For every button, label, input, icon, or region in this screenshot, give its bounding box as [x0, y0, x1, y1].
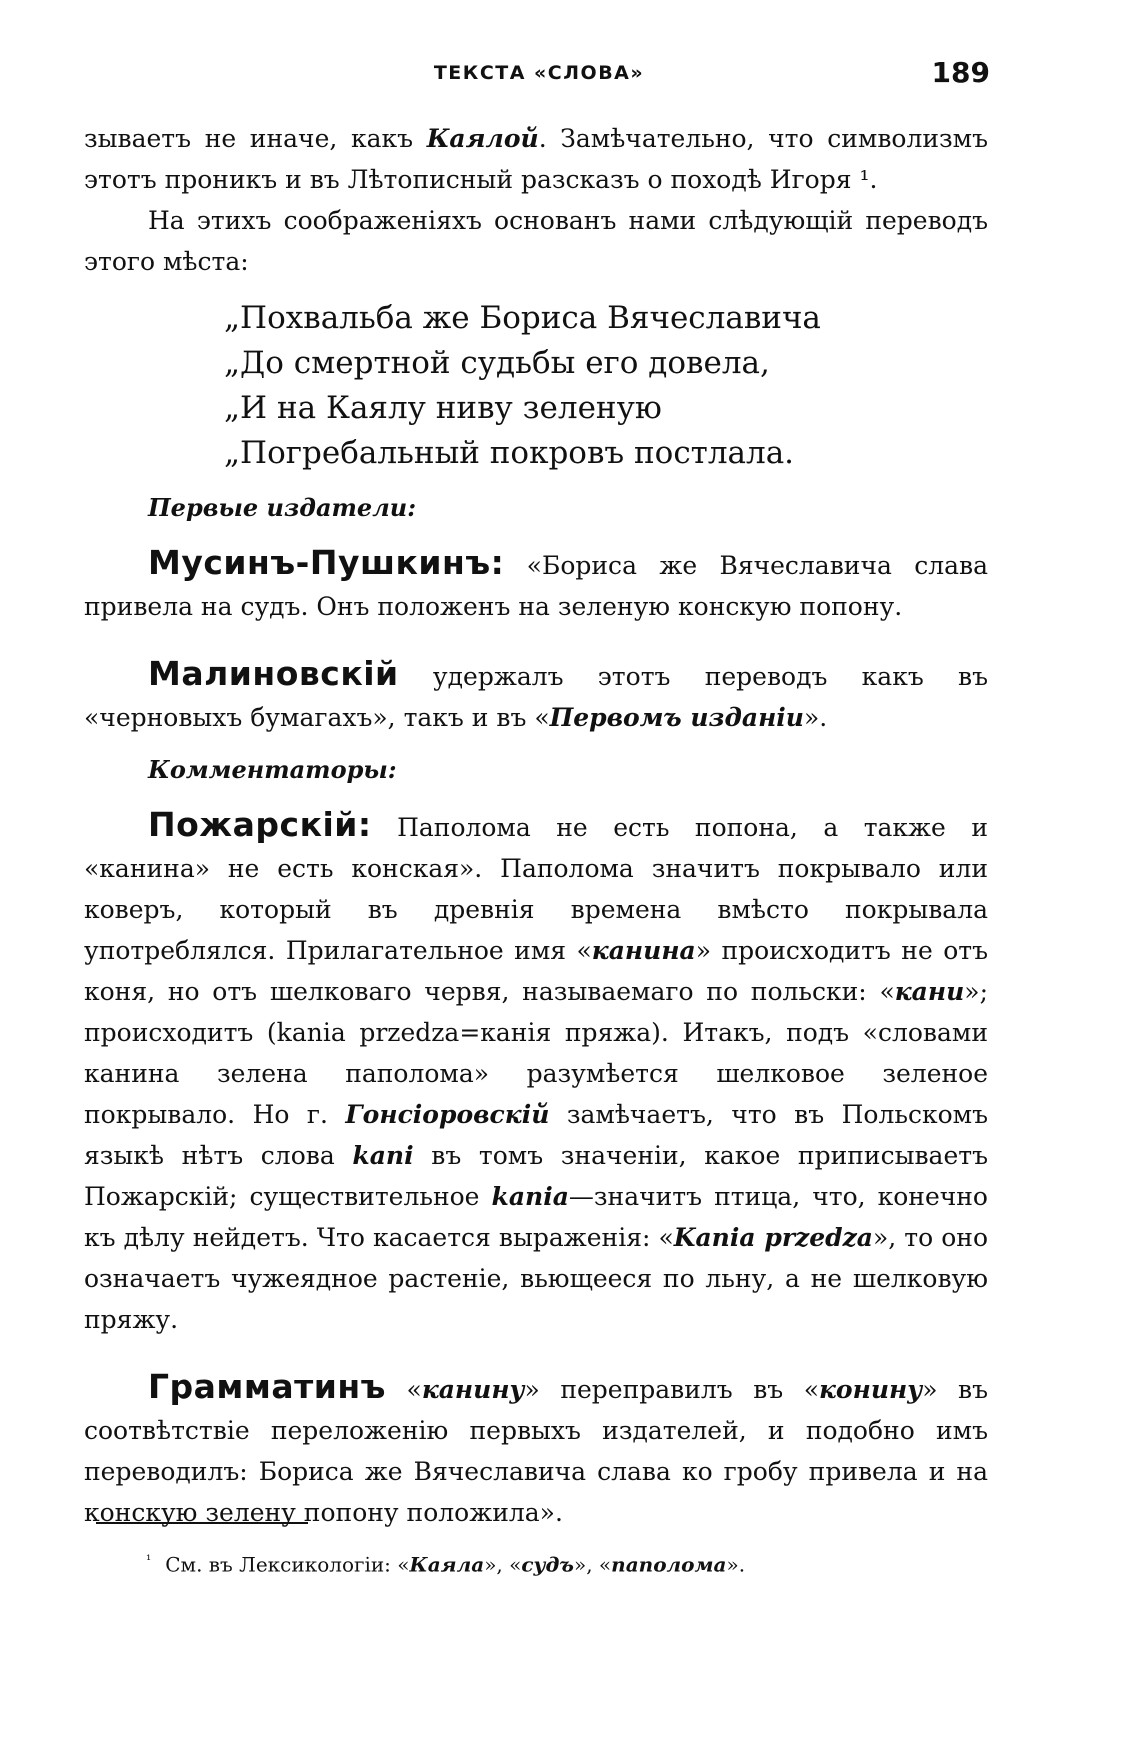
paragraph-translation-basis: На этихъ соображеніяхъ основанъ нами слѣдующій переводъ этого мѣста: — [84, 206, 988, 276]
verse-line: „Похвальба же Бориса Вячеславича — [224, 300, 821, 336]
page-body — [84, 118, 988, 1533]
page-header — [84, 56, 994, 96]
footnote-divider — [96, 1522, 308, 1524]
author-name: Мусинъ-Пушкинъ: — [148, 543, 505, 582]
section-first-editors: Первые издатели: — [148, 493, 417, 522]
section-commentators: Комментаторы: — [148, 755, 397, 784]
verse-translation — [224, 296, 988, 476]
page-number: 189 — [931, 56, 990, 89]
author-name: Пожарскій: — [148, 805, 372, 844]
paragraph-intro: зываетъ не иначе, какъ Каялой. Замѣчательно, что символизмъ этотъ проникъ и въ Лѣтописный разсказъ о походѣ Игоря ¹. — [84, 124, 988, 194]
entry-malinovsky: Малиновскій удержалъ этотъ переводъ какъ въ «черновыхъ бумагахъ», такъ и въ «Первомъ изданіи». — [84, 654, 988, 732]
running-title: ТЕКСТА «СЛОВА» — [433, 62, 645, 84]
entry-musin-pushkin: Мусинъ-Пушкинъ: «Бориса же Вячеславича слава привела на судъ. Онъ положенъ на зеленую конскую попону. — [84, 543, 988, 621]
author-name: Малиновскій — [148, 654, 399, 693]
italic-term: Первомъ изданіи — [549, 703, 804, 732]
footnote-marker: ¹ — [146, 1553, 152, 1568]
verse-line: „До смертной судьбы его довела, — [224, 345, 770, 381]
entry-grammatin: Грамматинъ «канину» переправилъ въ «конину» въ соотвѣтствіе переложенію первыхъ издателей, и подобно имъ переводилъ: Бориса же Вячеславича слава ко гробу привела и на конскую зелену попону положила». — [84, 1367, 989, 1527]
italic-term: Каялой — [426, 124, 539, 153]
footnote: $^{^1}$ См. въ Лексикологіи: «Каяла», «судъ», «паполома». — [146, 1552, 746, 1577]
verse-line: „И на Каялу ниву зеленую — [224, 390, 662, 426]
entry-pozharsky: Пожарскій: Паполома не есть попона, а также и «канина» не есть конская». Паполома значитъ покрывало или коверъ, который въ древнія времена вмѣсто покрывала употреблялся. Прилагательное имя «канина» происходитъ не отъ коня, но отъ шелковаго червя, называемаго по польски: «кани»; происходитъ (kania przedza=канія пряжа). Итакъ, подъ «словами канина зелена паполома» разумѣется шелковое зеленое покрывало. Но г. Гонсіоровскій замѣчаетъ, что въ Польскомъ языкѣ нѣтъ слова kani въ томъ значеніи, какое приписываетъ Пожарскій; существительное kania—значитъ птица, что, конечно къ дѣлу нейдетъ. Что касается выраженія: «Kania przedza», то оно означаетъ чужеядное растеніе, вьющееся по льну, а не шелковую пряжу. — [84, 805, 988, 1334]
author-name: Грамматинъ — [148, 1367, 386, 1406]
verse-line: „Погребальный покровъ постлала. — [224, 435, 795, 471]
